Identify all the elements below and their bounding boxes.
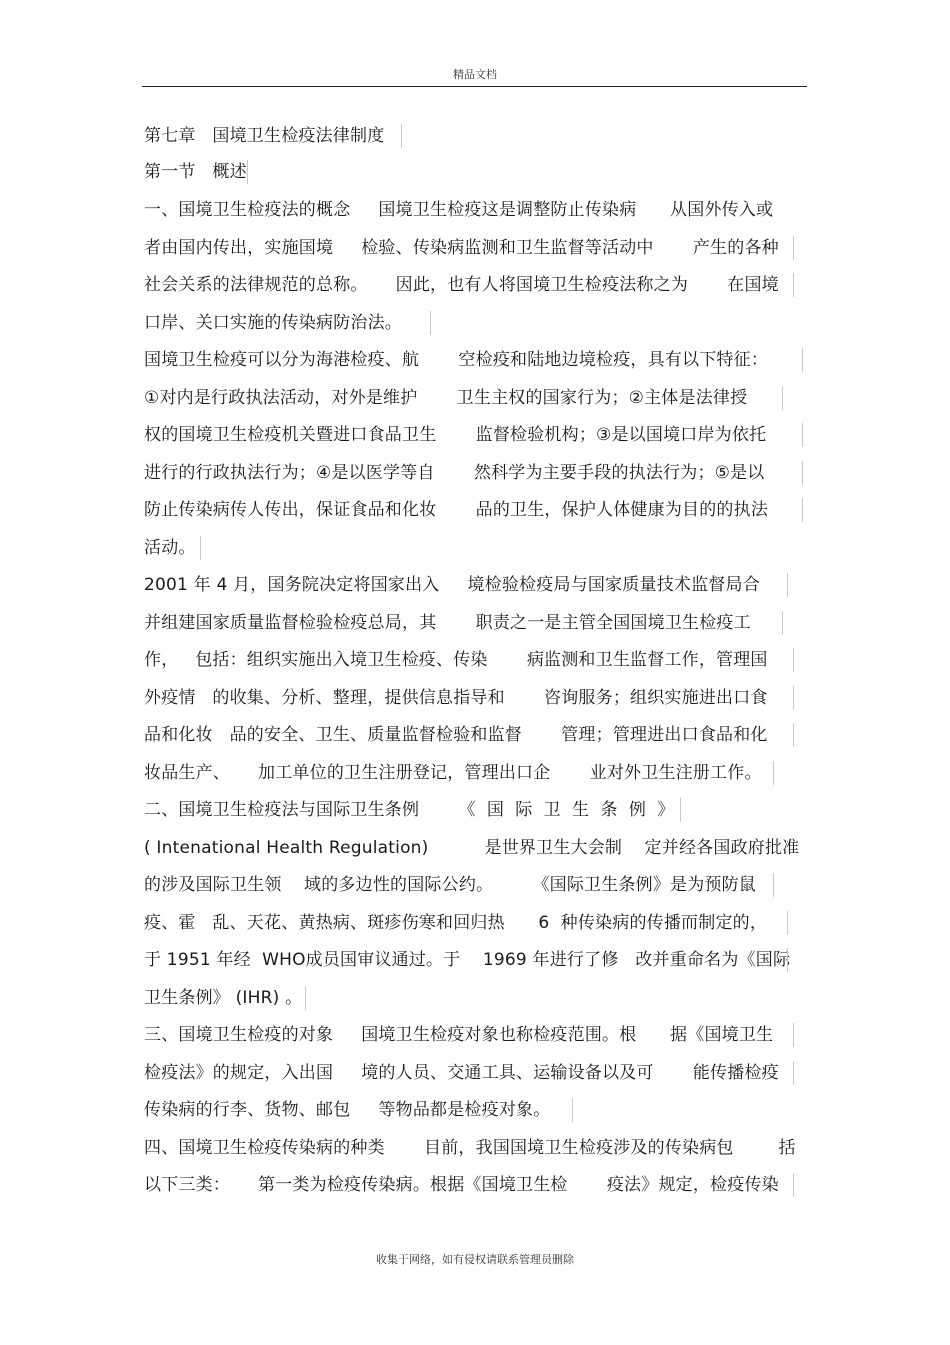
text-box-edge — [200, 536, 201, 560]
paragraph-line: 防止传染病传人传出，保证食品和化妆 品的卫生，保护人体健康为目的的执法 — [144, 500, 769, 520]
paragraph-line: 二、国境卫生检疫法与国际卫生条例 《 国 际 卫 生 条 例 》 — [144, 800, 675, 820]
section-title: 第一节 概述 — [144, 162, 247, 182]
paragraph-line: 外疫情 的收集、分析、整理，提供信息指导和 咨询服务；组织实施进出口食 — [144, 688, 768, 708]
paragraph-line: 四、国境卫生检疫传染病的种类 目前，我国国境卫生检疫涉及的传染病包 括 — [144, 1138, 796, 1158]
paragraph-line: 活动。 — [144, 538, 196, 558]
chapter-title: 第七章 国境卫生检疫法律制度 — [144, 126, 385, 146]
paragraph-line: 检疫法》的规定，入出国 境的人员、交通工具、运输设备以及可 能传播检疫 — [144, 1063, 779, 1083]
paragraph-line: 三、国境卫生检疫的对象 国境卫生检疫对象也称检疫范围。根 据《国境卫生 — [144, 1025, 774, 1045]
text-box-edge — [793, 1061, 794, 1085]
paragraph-line: 的涉及国际卫生领 域的多边性的国际公约。 《国际卫生条例》是为预防鼠 — [144, 875, 757, 895]
paragraph-line: 并组建国家质量监督检验检疫总局，其 职责之一是主管全国国境卫生检疫工 — [144, 613, 751, 633]
paragraph-line: 进行的行政执法行为；④是以医学等自 然科学为主要手段的执法行为；⑤是以 — [144, 463, 765, 483]
text-box-edge — [793, 273, 794, 297]
text-box-edge — [802, 423, 803, 447]
text-box-edge — [802, 348, 803, 372]
text-box-edge — [773, 761, 774, 785]
header-divider — [142, 86, 807, 87]
text-box-edge — [787, 948, 788, 972]
text-box-edge — [773, 873, 774, 897]
paragraph-line: 疫、霍 乱、天花、黄热病、斑疹伤寒和回归热 6 种传染病的传播而制定的， — [144, 913, 768, 933]
text-box-edge — [793, 686, 794, 710]
paragraph-line: 品和化妆 品的安全、卫生、质量监督检验和监督 管理；管理进出口食品和化 — [144, 725, 768, 745]
text-box-edge — [572, 1098, 573, 1122]
text-box-edge — [782, 386, 783, 410]
paragraph-line: 一、国境卫生检疫法的概念 国境卫生检疫这是调整防止传染病 从国外传入或 — [144, 200, 774, 220]
paragraph-line: ( Intenational Health Regulation) 是世界卫生大会制 定并经各国政府批准 — [144, 838, 800, 858]
text-box-edge — [802, 461, 803, 485]
text-box-edge — [793, 1173, 794, 1197]
paragraph-line: 于 1951 年经 WHO成员国审议通过。于 1969 年进行了修 改并重命名为《国际 — [144, 950, 791, 970]
text-box-edge — [793, 723, 794, 747]
paragraph-line: 2001 年 4 月，国务院决定将国家出入 境检验检疫局与国家质量技术监督局合 — [144, 575, 760, 595]
page-footer-note: 收集于网络，如有侵权请联系管理员删除 — [376, 1253, 574, 1266]
text-box-edge — [430, 311, 431, 335]
paragraph-line: 社会关系的法律规范的总称。 因此，也有人将国境卫生检疫法称之为 在国境 — [144, 275, 779, 295]
text-box-edge — [802, 498, 803, 522]
text-box-edge — [305, 986, 306, 1010]
paragraph-line: ①对内是行政执法活动，对外是维护 卫生主权的国家行为；②主体是法律授 — [144, 388, 748, 408]
page-header-title: 精品文档 — [453, 68, 497, 81]
paragraph-line: 权的国境卫生检疫机关暨进口食品卫生 监督检验机构；③是以国境口岸为依托 — [144, 425, 767, 445]
paragraph-line: 以下三类： 第一类为检疫传染病。根据《国境卫生检 疫法》规定，检疫传染 — [144, 1175, 779, 1195]
text-box-edge — [680, 798, 681, 822]
text-box-edge — [787, 911, 788, 935]
paragraph-line: 卫生条例》 (IHR) 。 — [144, 988, 303, 1008]
text-box-edge — [401, 124, 402, 148]
text-box-edge — [247, 160, 248, 184]
paragraph-line: 口岸、关口实施的传染病防治法。 — [144, 313, 402, 333]
paragraph-line: 者由国内传出，实施国境 检验、传染病监测和卫生监督等活动中 产生的各种 — [144, 238, 779, 258]
text-box-edge — [782, 611, 783, 635]
paragraph-line: 国境卫生检疫可以分为海港检疫、航 空检疫和陆地边境检疫，具有以下特征： — [144, 350, 769, 370]
paragraph-line: 作， 包括：组织实施出入境卫生检疫、传染 病监测和卫生监督工作，管理国 — [144, 650, 768, 670]
text-box-edge — [787, 573, 788, 597]
text-box-edge — [793, 236, 794, 260]
paragraph-line: 传染病的行李、货物、邮包 等物品都是检疫对象。 — [144, 1100, 551, 1120]
text-box-edge — [793, 648, 794, 672]
paragraph-line: 妆品生产、 加工单位的卫生注册登记，管理出口企 业对外卫生注册工作。 — [144, 763, 762, 783]
text-box-edge — [793, 1023, 794, 1047]
